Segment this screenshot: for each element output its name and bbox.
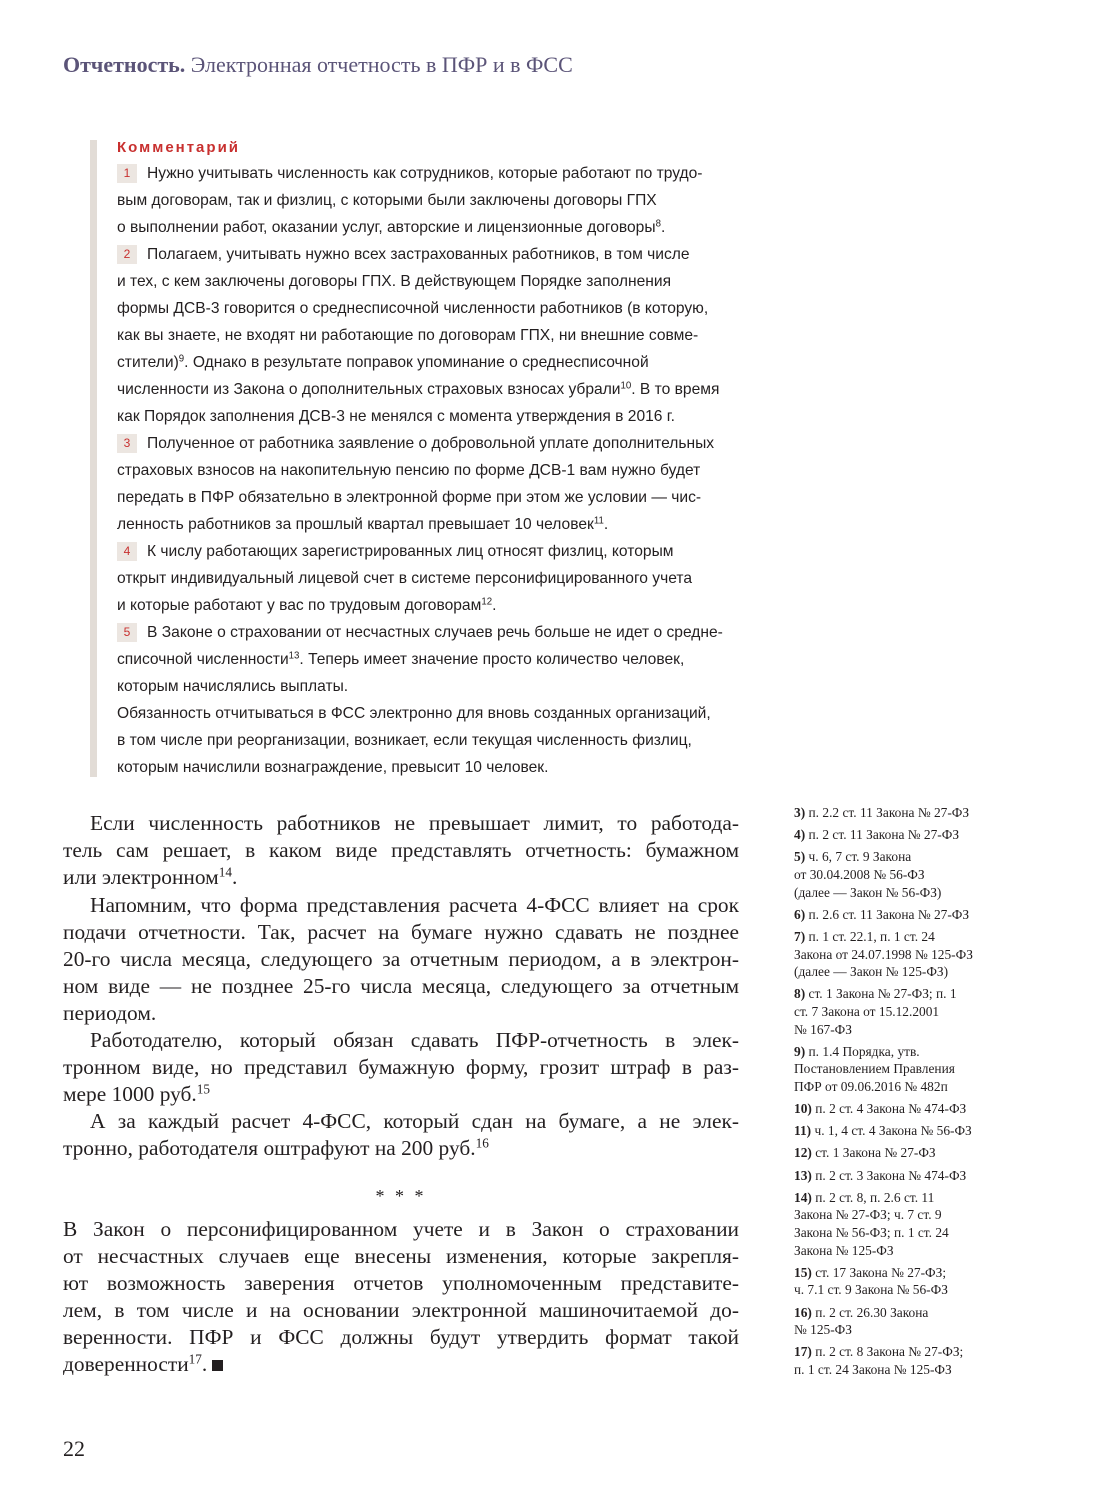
footnote-ref: 13	[288, 650, 300, 662]
footnote-ref: 10	[620, 380, 632, 392]
comment-item-4-line	[117, 592, 757, 619]
comment-item-2-line	[117, 403, 757, 430]
footnote-text: п. 2 ст. 26.30 Закона	[815, 1304, 929, 1320]
footnotes-column	[794, 804, 1034, 1383]
comment-number-badge: 1	[117, 164, 137, 183]
footnote-text: ч. 7.1 ст. 9 Закона № 56-ФЗ	[794, 1282, 948, 1298]
comment-text: открыт индивидуальный лицевой счет в системе персонифицированного учета	[117, 570, 693, 587]
footnote-ref: 8	[655, 218, 661, 230]
comment-text: передать в ПФР обязательно в электронной форме при этом же условии — чис-	[117, 489, 702, 506]
footnote-ref: 11	[593, 515, 604, 527]
body-line	[63, 1081, 739, 1108]
section-separator: * * *	[375, 1186, 427, 1206]
footnote-line	[794, 1122, 1034, 1140]
body-line: Если численность работников не превышает лимит, то работода-	[90, 811, 739, 835]
footnote-line	[794, 1361, 1034, 1379]
footnote-line	[794, 1021, 1034, 1039]
comment-text: . Теперь имеет значение просто количество человек,	[299, 651, 685, 668]
comment-text: формы ДСВ-3 говорится о среднесписочной численности работников (в которую,	[117, 300, 709, 317]
footnote-number: 7)	[794, 928, 806, 944]
comment-item-1-line	[117, 160, 757, 187]
running-header	[63, 52, 573, 78]
footnote-text: п. 1 ст. 22.1, п. 1 ст. 24	[808, 928, 935, 944]
footnote-line	[794, 826, 1034, 844]
footnote-line	[794, 1060, 1034, 1078]
footnote-line	[794, 1003, 1034, 1021]
footnote-ref: 14	[218, 864, 232, 880]
footnote-line	[794, 1189, 1034, 1207]
footnote-number: 16)	[794, 1304, 812, 1320]
body-text: или электронном	[63, 865, 219, 889]
footnote-text: ч. 1, 4 ст. 4 Закона № 56-ФЗ	[814, 1123, 972, 1139]
footnote-text: ст. 7 Закона от 15.12.2001	[794, 1003, 940, 1019]
comment-text: стители)	[117, 354, 179, 371]
footnote-line	[794, 1343, 1034, 1361]
footnote-number: 11)	[794, 1123, 812, 1139]
body-paragraph-4	[63, 1108, 739, 1162]
footnote-line	[794, 1242, 1034, 1260]
body-paragraph-2	[63, 892, 739, 1027]
body-line: ют возможность заверения отчетов уполномоченным представите-	[63, 1271, 739, 1295]
footnote-line	[794, 1281, 1034, 1299]
footnote-text: ПФР от 09.06.2016 № 482п	[794, 1078, 948, 1094]
body-line: Работодателю, который обязан сдавать ПФР-отчетность в элек-	[90, 1028, 739, 1052]
body-line: Напомним, что форма представления расчета 4-ФСС влияет на срок	[90, 893, 739, 917]
footnote-line	[794, 1206, 1034, 1224]
footnote-line	[794, 1321, 1034, 1339]
body-line: лем, в том числе и на основании электронной машиночитаемой до-	[63, 1298, 739, 1322]
comment-text: .	[492, 597, 497, 614]
body-line: от несчастных случаев еще внесены изменения, которые закрепля-	[63, 1244, 739, 1268]
footnote-ref: 12	[481, 596, 493, 608]
comment-item-5-line	[117, 646, 757, 673]
footnote-item	[794, 1304, 1034, 1339]
footnote-text: п. 2.6 ст. 11 Закона № 27-ФЗ	[808, 906, 970, 922]
comment-item-1-line	[117, 187, 757, 214]
footnote-number: 8)	[794, 986, 806, 1002]
comment-text: которым начислялись выплаты.	[117, 678, 349, 695]
footnote-number: 12)	[794, 1145, 812, 1161]
comment-text: К числу работающих зарегистрированных лиц относят физлиц, которым	[147, 543, 674, 560]
body-line: В Закон о персонифицированном учете и в Закон о страховании	[63, 1217, 739, 1241]
footnote-line	[794, 1264, 1034, 1282]
footnote-number: 13)	[794, 1167, 812, 1183]
body-line: периодом.	[63, 1001, 157, 1025]
comment-item-5-line	[117, 673, 757, 700]
comment-number-badge: 3	[117, 434, 137, 453]
footnote-text: № 125-ФЗ	[794, 1322, 852, 1338]
comment-item-2-line	[117, 322, 757, 349]
page-number: 22	[63, 1436, 85, 1461]
footnote-text: Закона № 56-ФЗ; п. 1 ст. 24	[794, 1225, 949, 1240]
footnote-ref: 15	[196, 1081, 211, 1097]
body-line	[63, 1135, 739, 1162]
comment-item-2-line	[117, 295, 757, 322]
footnote-line	[794, 1078, 1034, 1096]
comment-item-3-line	[117, 430, 757, 457]
footnote-item	[794, 1167, 1034, 1185]
footnote-ref: 17	[188, 1351, 202, 1367]
body-line: 20-го числа месяца, следующего за отчетным периодом, а в электрон-	[63, 947, 739, 971]
footnote-item	[794, 1100, 1034, 1118]
comment-text: .	[603, 516, 609, 533]
comment-text: вым договорам, так и физлиц, с которыми были заключены договоры ГПХ	[117, 192, 657, 209]
comment-text: численности из Закона о дополнительных страховых взносах убрали	[117, 381, 621, 398]
footnote-item	[794, 928, 1034, 981]
comment-text: .	[660, 219, 666, 236]
comment-heading: Комментарий	[117, 139, 241, 156]
comment-item-4-line	[117, 538, 757, 565]
body-text: .	[231, 865, 238, 889]
footnote-text: п. 1.4 Порядка, утв.	[808, 1043, 920, 1059]
footnote-line	[794, 1144, 1034, 1162]
footnote-item	[794, 1264, 1034, 1299]
comment-text: в том числе при реорганизации, возникает, если текущая численность физлиц,	[117, 732, 692, 749]
comment-text: Полученное от работника заявление о добровольной уплате дополнительных	[147, 435, 715, 452]
footnote-item	[794, 1144, 1034, 1162]
comment-item-4-line	[117, 565, 757, 592]
body-paragraph-1	[63, 810, 739, 891]
footnote-text: Закона от 24.07.1998 № 125-ФЗ	[794, 946, 973, 962]
footnote-text: Закона № 27-ФЗ; ч. 7 ст. 9	[794, 1207, 942, 1223]
footnote-number: 6)	[794, 906, 806, 922]
footnote-text: (далее — Закон № 56-ФЗ)	[794, 884, 942, 900]
footnote-item	[794, 826, 1034, 844]
footnote-text: п. 2 ст. 8, п. 2.6 ст. 11	[815, 1189, 935, 1205]
comment-text: и которые работают у вас по трудовым договорам	[117, 597, 482, 614]
body-line	[63, 864, 739, 891]
comment-item-3-line	[117, 511, 757, 538]
footnote-text: п. 2 ст. 11 Закона № 27-ФЗ	[808, 827, 960, 843]
footnote-number: 15)	[794, 1264, 812, 1280]
comment-text: Обязанность отчитываться в ФСС электронно для вновь созданных организаций,	[117, 705, 711, 722]
footnote-text: от 30.04.2008 № 56-ФЗ	[794, 866, 925, 882]
comment-text: Нужно учитывать численность как сотрудников, которые работают по трудо-	[147, 165, 703, 182]
comment-item-2-line	[117, 376, 757, 403]
comment-item-2-line	[117, 268, 757, 295]
comment-text: ленность работников за прошлый квартал превышает 10 человек	[117, 516, 594, 533]
body-text: .	[201, 1352, 208, 1376]
footnote-ref: 9	[178, 353, 185, 365]
comment-item-5-line	[117, 700, 757, 727]
footnote-text: Закона № 125-ФЗ	[794, 1242, 894, 1258]
footnote-line	[794, 866, 1034, 884]
footnote-line	[794, 928, 1034, 946]
footnote-item	[794, 1189, 1034, 1259]
footnote-ref: 16	[475, 1135, 489, 1151]
comment-text: страховых взносов на накопительную пенсию по форме ДСВ-1 вам нужно будет	[117, 462, 701, 479]
footnote-item	[794, 848, 1034, 901]
footnote-item	[794, 906, 1034, 924]
footnote-line	[794, 946, 1034, 964]
footnote-line	[794, 1100, 1034, 1118]
footnote-line	[794, 1304, 1034, 1322]
header-section: Отчетность.	[63, 52, 186, 77]
comment-text: . Однако в результате поправок упоминание о среднесписочной	[184, 354, 649, 371]
header-title: Электронная отчетность в ПФР и в ФСС	[190, 52, 573, 77]
body-text: доверенности	[63, 1352, 189, 1376]
footnote-item	[794, 1343, 1034, 1378]
footnote-line	[794, 906, 1034, 924]
comment-text: В Законе о страховании от несчастных случаев речь больше не идет о средне-	[147, 624, 723, 641]
footnote-number: 4)	[794, 827, 806, 843]
end-of-article-square-icon	[212, 1360, 223, 1371]
footnote-number: 14)	[794, 1189, 812, 1205]
body-line: А за каждый расчет 4-ФСС, который сдан на бумаге, а не элек-	[90, 1109, 739, 1133]
comment-block	[117, 136, 757, 781]
footnote-text: ст. 17 Закона № 27-ФЗ;	[815, 1264, 947, 1280]
comment-text: и тех, с кем заключены договоры ГПХ. В действующем Порядке заполнения	[117, 273, 672, 290]
body-paragraph-5	[63, 1216, 739, 1378]
footnote-text: п. 2.2 ст. 11 Закона № 27-ФЗ	[808, 805, 970, 820]
body-line: тель сам решает, в каком виде представлять отчетность: бумажном	[63, 838, 739, 862]
footnote-text: п. 2 ст. 3 Закона № 474-ФЗ	[815, 1167, 967, 1183]
footnote-text: Постановлением Правления	[794, 1061, 955, 1077]
comment-text: о выполнении работ, оказании услуг, авторские и лицензионные договоры	[117, 219, 656, 236]
body-line: подачи отчетности. Так, расчет на бумаге нужно сдавать не позднее	[63, 920, 739, 944]
footnote-line	[794, 963, 1034, 981]
body-line: ном виде — не позднее 25-го числа месяца, следующего за отчетным	[63, 974, 739, 998]
footnote-line	[794, 1167, 1034, 1185]
footnote-number: 17)	[794, 1344, 812, 1360]
footnote-line	[794, 884, 1034, 902]
footnote-item	[794, 1043, 1034, 1096]
comment-text: которым начислили вознаграждение, превысит 10 человек.	[117, 759, 549, 776]
comment-text: Полагаем, учитывать нужно всех застрахованных работников, в том числе	[147, 246, 690, 263]
footnote-text: ст. 1 Закона № 27-ФЗ; п. 1	[808, 986, 957, 1002]
footnote-number: 9)	[794, 1043, 806, 1059]
comment-item-2-line	[117, 241, 757, 268]
body-line: тронном виде, но представил бумажную форму, грозит штраф в раз-	[63, 1055, 739, 1079]
footnote-line	[794, 804, 1034, 822]
comment-number-badge: 5	[117, 623, 137, 642]
footnote-line	[794, 848, 1034, 866]
comment-item-3-line	[117, 484, 757, 511]
footnote-item	[794, 804, 1034, 822]
body-line	[63, 1351, 739, 1378]
body-text: тронно, работодателя оштрафуют на 200 руб.	[63, 1136, 476, 1160]
footnote-text: ст. 1 Закона № 27-ФЗ	[815, 1145, 936, 1161]
comment-text: как вы знаете, не входят ни работающие по договорам ГПХ, ни внешние совме-	[117, 327, 699, 344]
comment-item-5-line	[117, 754, 757, 781]
footnote-number: 3)	[794, 805, 806, 820]
comment-item-2-line	[117, 349, 757, 376]
body-paragraph-3	[63, 1027, 739, 1108]
footnote-text: ч. 6, 7 ст. 9 Закона	[808, 849, 912, 865]
body-text: мере 1000 руб.	[63, 1082, 197, 1106]
footnote-text: п. 2 ст. 4 Закона № 474-ФЗ	[815, 1101, 967, 1117]
footnote-line	[794, 1043, 1034, 1061]
footnote-text: № 167-ФЗ	[794, 1021, 852, 1037]
footnote-text: п. 1 ст. 24 Закона № 125-ФЗ	[794, 1361, 952, 1377]
comment-text: . В то время	[631, 381, 720, 398]
footnote-item	[794, 985, 1034, 1038]
footnote-text: п. 2 ст. 8 Закона № 27-ФЗ;	[815, 1344, 964, 1360]
comment-number-badge: 4	[117, 542, 137, 561]
footnote-item	[794, 1122, 1034, 1140]
footnote-number: 10)	[794, 1101, 812, 1117]
comment-item-1-line	[117, 214, 757, 241]
comment-sidebar-bar	[90, 140, 97, 777]
comment-item-3-line	[117, 457, 757, 484]
footnote-line	[794, 1224, 1034, 1242]
footnote-number: 5)	[794, 849, 806, 865]
footnote-line	[794, 985, 1034, 1003]
comment-number-badge: 2	[117, 245, 137, 264]
comment-item-5-line	[117, 727, 757, 754]
comment-text: как Порядок заполнения ДСВ-3 не менялся с момента утверждения в 2016 г.	[117, 408, 675, 425]
comment-text: списочной численности	[117, 651, 289, 668]
comment-item-5-line	[117, 619, 757, 646]
footnote-text: (далее — Закон № 125-ФЗ)	[794, 964, 949, 980]
body-line: веренности. ПФР и ФСС должны будут утвердить формат такой	[63, 1325, 739, 1349]
